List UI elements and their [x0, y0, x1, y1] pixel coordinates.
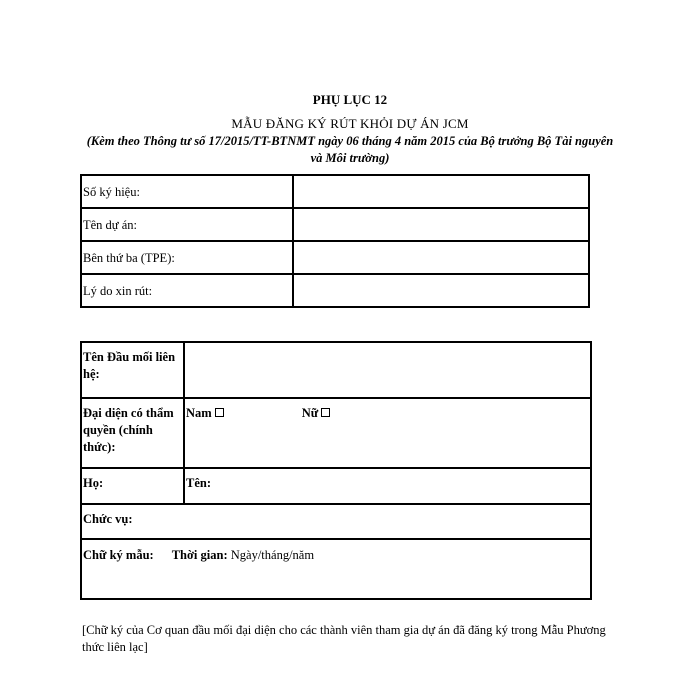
position-label[interactable]: Chức vụ:: [81, 504, 591, 539]
table-row: [81, 504, 591, 539]
withdrawal-reason-label: Lý do xin rút:: [81, 274, 293, 307]
third-party-field[interactable]: [293, 241, 589, 274]
table-row: [81, 398, 591, 468]
signature-label: Chữ ký mẫu:: [83, 548, 154, 562]
table-row: [81, 342, 591, 398]
table-row: [81, 241, 589, 274]
reference-number-field[interactable]: [293, 175, 589, 208]
table-row: [81, 468, 591, 504]
reference-number-label: Số ký hiệu:: [81, 175, 293, 208]
project-name-field[interactable]: [293, 208, 589, 241]
gender-options: [184, 398, 591, 468]
table-row: [81, 274, 589, 307]
contact-person-label: Tên Đầu mối liên hệ:: [81, 342, 184, 398]
signature-footnote: [Chữ ký của Cơ quan đầu mối đại diện cho các thành viên tham gia dự án đã đăng ký trong Mẫu Phương thức liên lạc]: [82, 623, 606, 654]
appendix-title: PHỤ LỤC 12: [312, 92, 388, 107]
third-party-label: Bên thứ ba (TPE):: [81, 241, 293, 274]
date-format-text: Ngày/tháng/năm: [230, 548, 315, 562]
table-row: [81, 539, 591, 599]
project-name-label: Tên dự án:: [81, 208, 293, 241]
time-label: Thời gian:: [171, 548, 228, 562]
male-checkbox-icon[interactable]: [215, 408, 224, 417]
last-name-label[interactable]: Họ:: [81, 468, 184, 504]
contact-info-table: [80, 341, 592, 600]
table-row: [81, 208, 589, 241]
representative-label: Đại diện có thẩm quyền (chính thức):: [81, 398, 184, 468]
form-title: MẪU ĐĂNG KÝ RÚT KHỎI DỰ ÁN JCM: [231, 116, 469, 131]
withdrawal-reason-field[interactable]: [293, 274, 589, 307]
first-name-label[interactable]: Tên:: [184, 468, 591, 504]
signature-row[interactable]: [81, 539, 591, 599]
project-info-table: [80, 174, 590, 308]
contact-person-field[interactable]: [184, 342, 591, 398]
female-label: Nữ: [301, 406, 319, 420]
female-checkbox-icon[interactable]: [321, 408, 330, 417]
male-label: Nam: [186, 406, 212, 420]
table-row: [81, 175, 589, 208]
legal-reference-note: (Kèm theo Thông tư số 17/2015/TT-BTNMT ngày 06 tháng 4 năm 2015 của Bộ trưởng Bộ Tài nguyên và Môi trường): [86, 134, 614, 165]
